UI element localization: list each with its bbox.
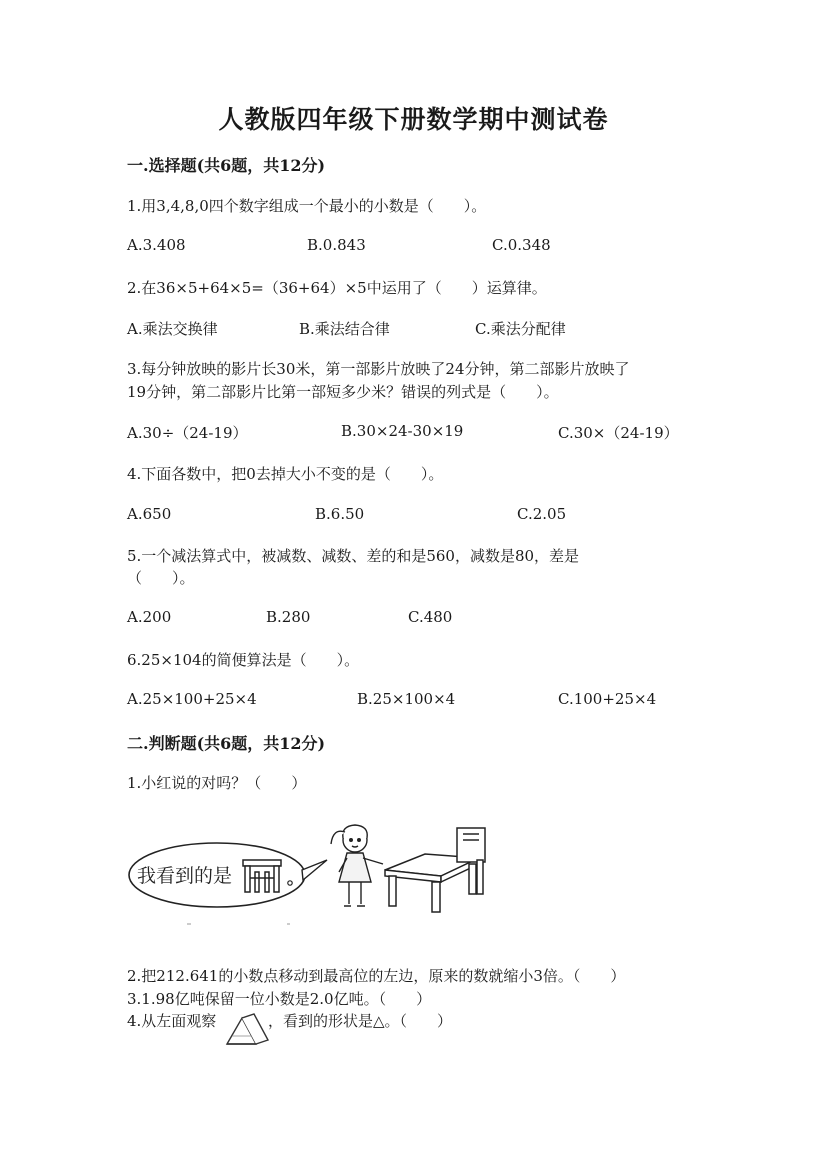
girl-figure [331,825,383,906]
option-c: C.30×（24-19） [558,424,679,442]
question-stem: 4.下面各数中，把0去掉大小不变的是（ ）。 [127,465,444,483]
option-a: A.200 [127,608,172,626]
option-a: A.650 [127,505,172,523]
option-c: C.乘法分配律 [475,320,566,338]
judge-question: 2.把212.641的小数点移动到最高位的左边，原来的数就缩小3倍。（ ） [127,967,626,985]
option-c: C.0.348 [492,236,551,254]
option-a: A.30÷（24-19） [127,424,248,442]
question-stem: 1.小红说的对吗？（ ） [127,774,307,792]
option-c: C.100+25×4 [558,690,657,708]
triangular-prism-figure [224,1012,270,1048]
option-b: B.6.50 [315,505,365,523]
question-stem-continued: 19分钟，第二部影片比第一部短多少米？错误的列式是（ ）。 [127,383,559,401]
option-c: C.2.05 [517,505,567,523]
option-a: A.25×100+25×4 [127,690,257,708]
option-b: B.25×100×4 [357,690,456,708]
option-b: B.280 [266,608,311,626]
judge-question-prefix: 4.从左面观察 [127,1012,217,1030]
section-heading-judge: 二.判断题(共6题，共12分) [127,734,326,753]
question-stem: 3.每分钟放映的影片长30米，第一部影片放映了24分钟，第二部影片放映了 [127,360,630,378]
option-a: A.3.408 [127,236,186,254]
judge-question: 3.1.98亿吨保留一位小数是2.0亿吨。（ ） [127,990,432,1008]
judge-question-suffix: ，看到的形状是△。（ ） [268,1012,453,1030]
speech-text: 我看到的是 [137,866,233,887]
option-b: B.乘法结合律 [299,320,390,338]
question-stem: 1.用3,4,8,0四个数字组成一个最小的小数是（ ）。 [127,197,487,215]
question-stem: 6.25×104的简便算法是（ ）。 [127,651,360,669]
option-a: A.乘法交换律 [127,320,218,338]
option-b: B.30×24-30×19 [341,422,464,440]
page-title: 人教版四年级下册数学期中测试卷 [218,105,609,134]
option-b: B.0.843 [307,236,366,254]
section-heading-choice: 一.选择题(共6题，共12分) [127,156,326,175]
question-stem: 2.在36×5+64×5=（36+64）×5中运用了（ ）运算律。 [127,279,547,297]
question-stem-continued: （ ）。 [127,569,195,587]
option-c: C.480 [408,608,453,626]
question-stem: 5.一个减法算式中，被减数、减数、差的和是560，减数是80，差是 [127,547,580,565]
girl-table-illustration [127,820,507,930]
